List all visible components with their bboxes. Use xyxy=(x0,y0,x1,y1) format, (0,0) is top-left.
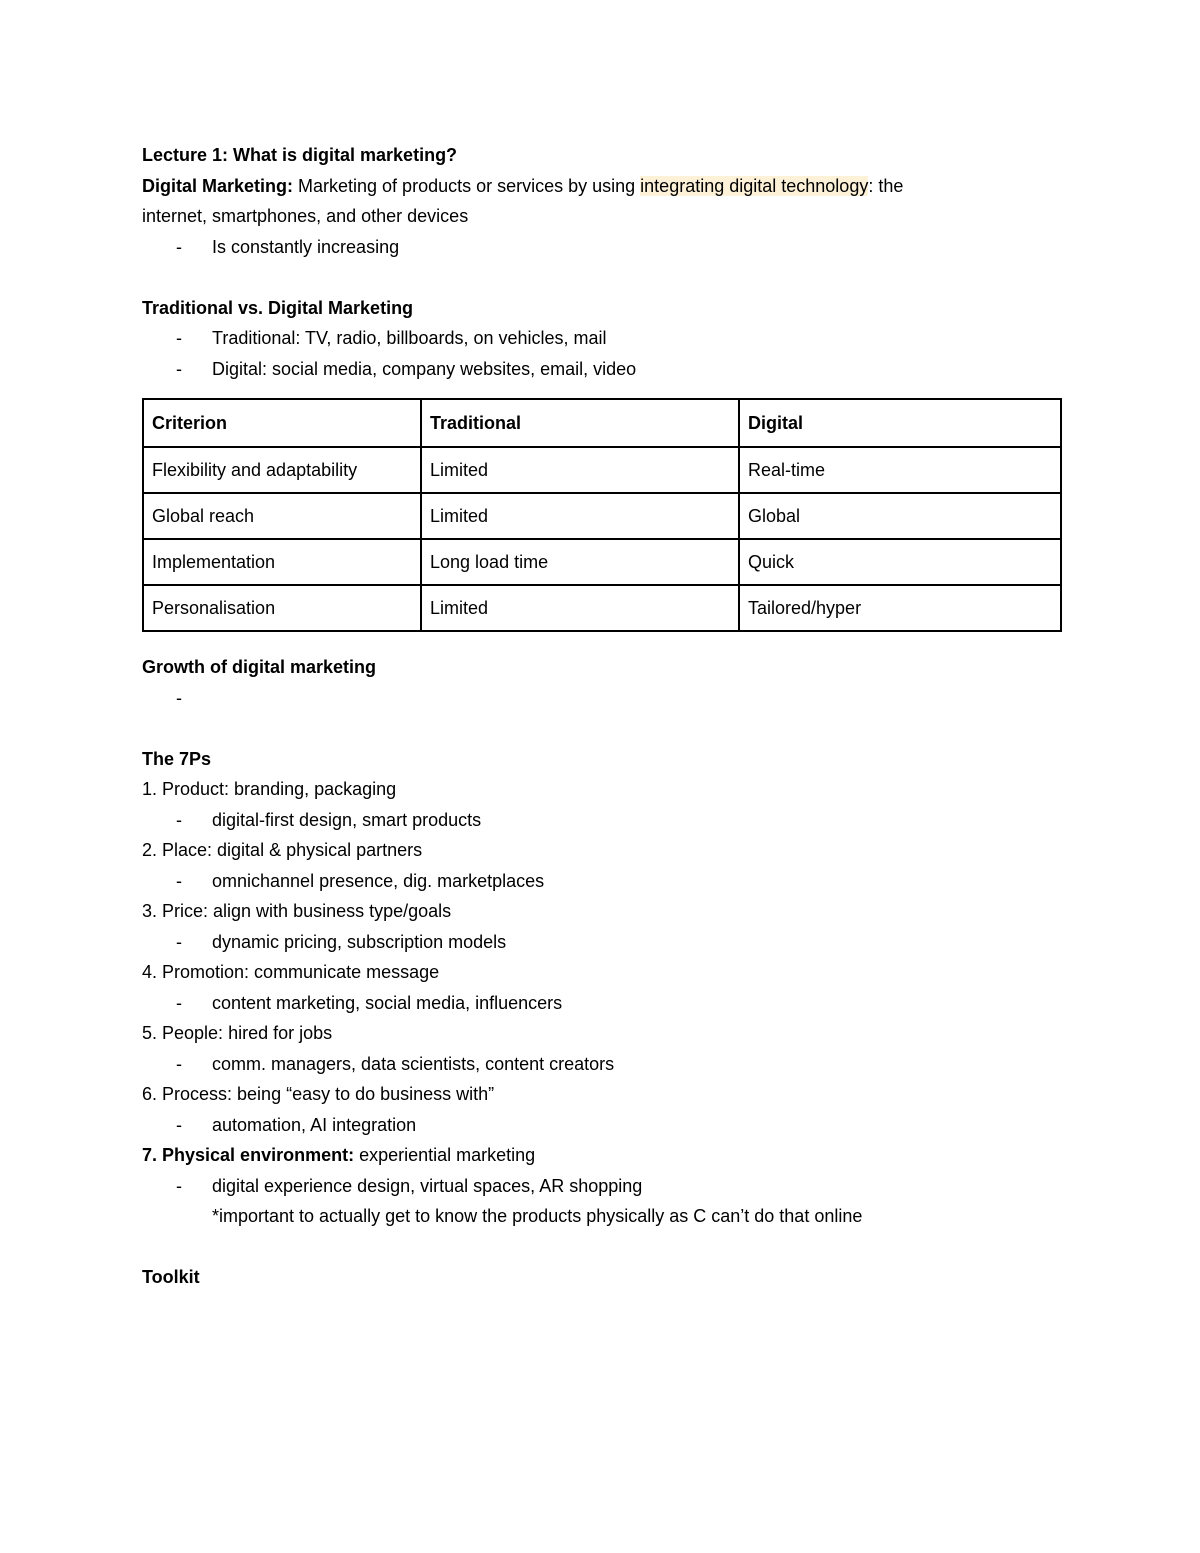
bullet-item xyxy=(142,1049,1062,1080)
definition-continuation: internet, smartphones, and other devices xyxy=(142,206,469,226)
spacer xyxy=(142,262,1062,293)
bullet-item xyxy=(142,988,1062,1019)
table-cell: Tailored/hyper xyxy=(739,585,1061,631)
list-item: 5. People: hired for jobs xyxy=(142,1023,333,1043)
lecture-title: Lecture 1: What is digital marketing? xyxy=(142,145,458,165)
bullet-dash: - xyxy=(176,358,182,379)
bullet-dash: - xyxy=(176,870,182,891)
bullet-text: omnichannel presence, dig. marketplaces xyxy=(212,870,545,891)
table-row xyxy=(143,493,1061,539)
table-cell: Global xyxy=(739,493,1061,539)
bullet-dash: - xyxy=(176,1175,182,1196)
bullet-text: comm. managers, data scientists, content creators xyxy=(212,1053,615,1074)
bullet-dash: - xyxy=(176,809,182,830)
bullet-text: dynamic pricing, subscription models xyxy=(212,931,507,952)
table-row xyxy=(143,447,1061,493)
bullet-text: Traditional: TV, radio, billboards, on vehicles, mail xyxy=(212,328,607,348)
list-item-bold-label: 7. Physical environment: xyxy=(142,1145,355,1165)
table-cell: Quick xyxy=(739,539,1061,585)
document-page xyxy=(142,140,1062,1293)
bullet-item xyxy=(142,323,1062,354)
table-cell: Long load time xyxy=(421,539,739,585)
bullet-text: digital experience design, virtual spaces, AR shopping xyxy=(212,1175,643,1196)
list-item: 4. Promotion: communicate message xyxy=(142,962,440,982)
bullet-item xyxy=(142,232,1062,263)
list-item xyxy=(142,1140,1062,1171)
bullet-dash: - xyxy=(176,931,182,952)
section-heading-growth: Growth of digital marketing xyxy=(142,657,377,677)
bullet-text: Is constantly increasing xyxy=(212,236,400,257)
bullet-text: content marketing, social media, influencers xyxy=(212,992,563,1013)
table-header-cell: Digital xyxy=(739,399,1061,447)
bullet-text: digital-first design, smart products xyxy=(212,809,482,830)
list-item: 1. Product: branding, packaging xyxy=(142,779,397,799)
table-cell: Limited xyxy=(421,493,739,539)
table-row xyxy=(143,539,1061,585)
bullet-item xyxy=(142,866,1062,897)
bullet-item xyxy=(142,1171,1062,1202)
note-text: *important to actually get to know the products physically as C can’t do that online xyxy=(212,1206,863,1226)
list-item: 2. Place: digital & physical partners xyxy=(142,840,423,860)
bullet-item xyxy=(142,683,1062,714)
definition-text-after: : the xyxy=(868,175,904,196)
bullet-dash: - xyxy=(176,1114,182,1135)
bullet-text: Digital: social media, company websites, email, video xyxy=(212,358,637,379)
section-heading-comparison: Traditional vs. Digital Marketing xyxy=(142,297,414,318)
bullet-dash: - xyxy=(176,687,182,708)
definition-text-before: Marketing of products or services by using xyxy=(293,175,641,196)
table-header-cell: Traditional xyxy=(421,399,739,447)
bullet-dash: - xyxy=(176,328,182,348)
table-header-row xyxy=(143,399,1061,447)
table-row xyxy=(143,585,1061,631)
bullet-item xyxy=(142,1110,1062,1141)
list-item-rest: experiential marketing xyxy=(354,1145,536,1165)
definition-line xyxy=(142,171,1062,202)
table-cell: Limited xyxy=(421,447,739,493)
bullet-dash: - xyxy=(176,236,182,257)
bullet-item xyxy=(142,805,1062,836)
table-header-cell: Criterion xyxy=(143,399,421,447)
bullet-dash: - xyxy=(176,1053,182,1074)
table-cell: Flexibility and adaptability xyxy=(143,447,421,493)
bullet-item xyxy=(142,927,1062,958)
table-cell: Personalisation xyxy=(143,585,421,631)
bullet-text: automation, AI integration xyxy=(212,1114,417,1135)
definition-term: Digital Marketing: xyxy=(142,175,294,196)
table-cell: Global reach xyxy=(143,493,421,539)
highlighted-phrase: integrating digital technology xyxy=(640,175,869,196)
comparison-table xyxy=(142,398,1062,632)
section-heading-7ps: The 7Ps xyxy=(142,748,212,769)
spacer xyxy=(142,1232,1062,1263)
table-cell: Real-time xyxy=(739,447,1061,493)
table-cell: Implementation xyxy=(143,539,421,585)
bullet-item xyxy=(142,354,1062,385)
list-item: 3. Price: align with business type/goals xyxy=(142,901,452,921)
spacer xyxy=(142,713,1062,744)
bullet-dash: - xyxy=(176,992,182,1013)
list-item: 6. Process: being “easy to do business with” xyxy=(142,1084,495,1104)
section-heading-toolkit: Toolkit xyxy=(142,1267,200,1287)
table-cell: Limited xyxy=(421,585,739,631)
